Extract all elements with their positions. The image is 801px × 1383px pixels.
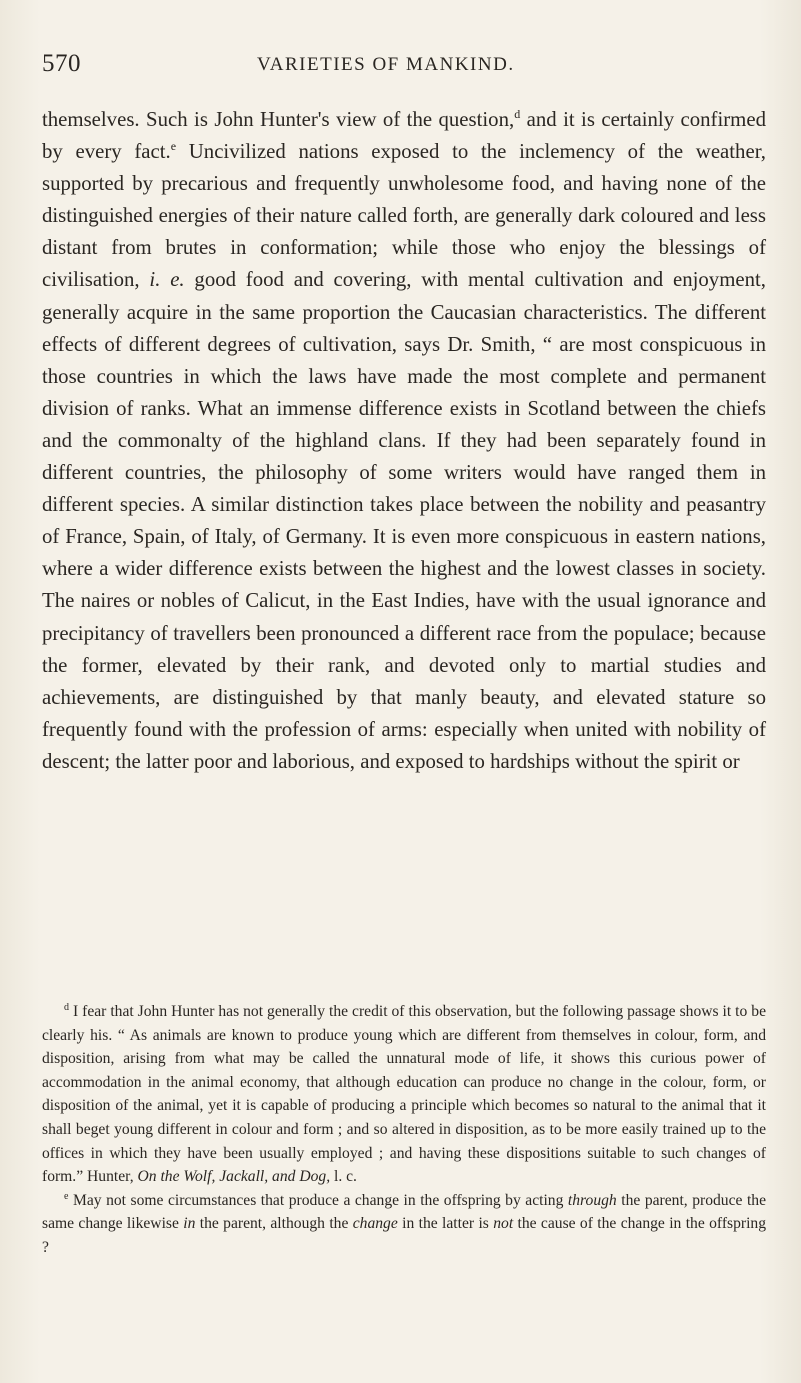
text-italic: not <box>493 1215 514 1233</box>
text-run: good food and covering, with mental cultivation and enjoyment, generally acquire in the same proportion the Caucasian characteristics. The different effects of different degrees of cultivation, says Dr. Smith, “ are most conspicuous in those countries in which the laws have made the most complete and permanent division of ranks. What an immense difference exists in Scotland between the chiefs and the commonalty of the highland clans. If they had been separately found in different countries, the philosophy of some writers would have ranged them in different species. A similar distinction takes place between the nobility and peasantry of France, Spain, of Italy, of Germany. It is even more conspicuous in eastern nations, where a wider difference exists between the highest and the lowest classes in society. The naires or nobles of Calicut, in the East Indies, have with the usual ignorance and precipitancy of travellers been pronounced a different race from the populace; because the former, elevated by their rank, and devoted only to martial studies and achievements, are distinguished by that manly beauty, and elevated stature so frequently found with the profession of arms: especially when united with nobility of descent; the latter poor and laborious, and exposed to hardships without the spirit or <box>42 268 766 773</box>
text-run: the parent, produce the same change likewise <box>42 1191 766 1233</box>
text-italic: i. e. <box>149 268 185 292</box>
text-run: in the latter is <box>397 1215 494 1233</box>
text-italic: change <box>352 1215 398 1233</box>
footnote-ref-e: e <box>170 139 177 154</box>
footnotes <box>42 1000 766 1260</box>
footnote-e <box>42 1189 766 1260</box>
text-run: May not some circumstances that produce a change in the offspring by acting <box>68 1191 568 1209</box>
footnote-d <box>42 1000 766 1189</box>
main-text <box>42 104 766 778</box>
text-run: the parent, although the <box>195 1215 353 1233</box>
work-title: On the Wolf, Jackall, and Dog, <box>137 1168 331 1186</box>
body-paragraph <box>42 104 766 778</box>
text-run: and it is certainly confirmed by every fact. <box>42 108 766 164</box>
footnote-mark: e <box>64 1190 69 1202</box>
page-number: 570 <box>42 50 81 77</box>
footnote-mark: d <box>64 1001 69 1013</box>
text-italic: through <box>567 1191 617 1209</box>
running-head: VARIETIES OF MANKIND. <box>257 54 515 75</box>
text-run: l. c. <box>330 1168 357 1186</box>
page-header <box>42 50 762 80</box>
text-run: themselves. Such is John Hunter's view of the question, <box>42 108 515 131</box>
text-run: Uncivilized nations exposed to the inclemency of the weather, supported by precarious and frequently unwholesome food, and having none of the distinguished energies of their nature called forth, are generally dark coloured and less distant from brutes in conformation; while those who enjoy the blessings of civilisation, <box>42 140 766 292</box>
text-italic: in <box>183 1215 196 1233</box>
text-run: the cause of the change in the offspring ? <box>42 1215 766 1256</box>
text-run: I fear that John Hunter has not generally the credit of this observation, but the following passage shows it to be clearly his. “ As animals are known to produce young which are different from themselves in colour, form, and disposition, arising from what may be called the unnatural mode of life, it shows this curious power of accommodation in the animal economy, that although education can produce no change in the colour, form, or disposition of the animal, yet it is capable of producing a principle which becomes so natural to the animal that it shall beget young different in colour and form ; and so altered in disposition, as to be more easily trained up to the offices in which they have been usually employed ; and having these dispositions suitable to such changes of form.” Hunter, <box>42 1003 766 1186</box>
footnote-ref-d: d <box>514 107 521 122</box>
